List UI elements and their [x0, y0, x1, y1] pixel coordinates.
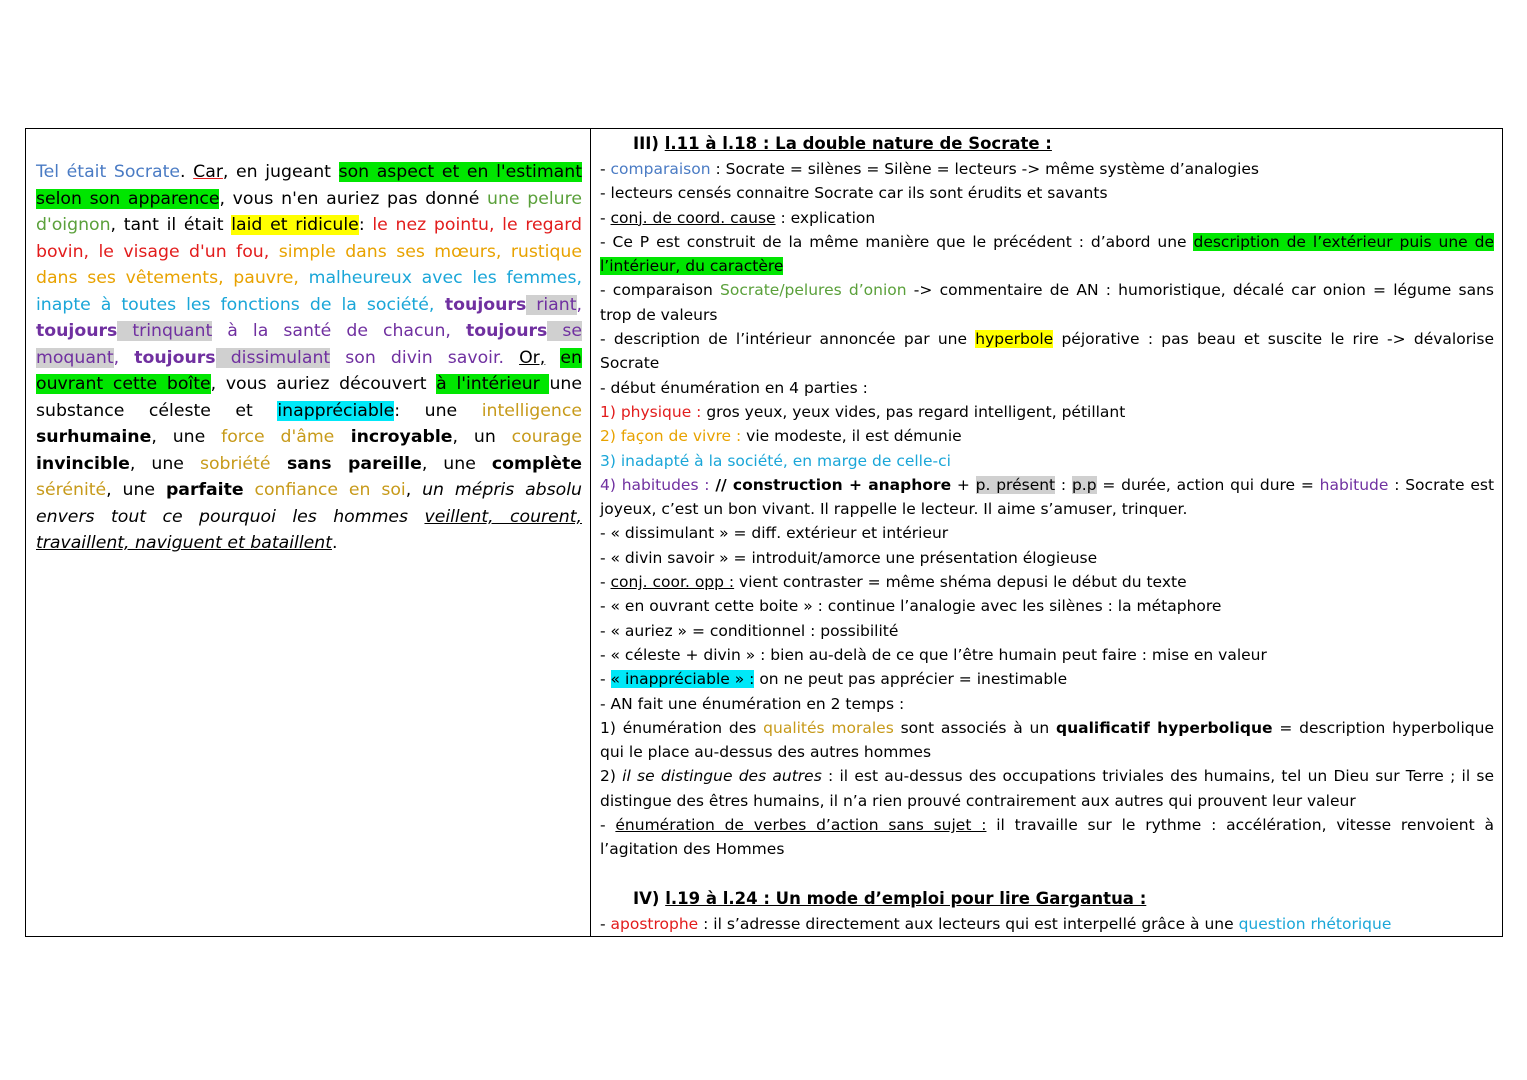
text-segment: toujours — [36, 321, 118, 341]
note-text: -> commentaire de AN : humoristique, décalé car onion = légume sans trop de valeurs — [600, 281, 1495, 324]
note-text: - description de l’intérieur annoncée par une — [600, 330, 976, 349]
note-text: : Socrate est joyeux, c’est un bon vivant. Il rappelle le lecteur. Il aime s’amuser, trinquer. — [600, 475, 1495, 519]
note-line — [600, 570, 1494, 594]
text-segment: : une — [394, 400, 482, 421]
text-segment: sobriété — [199, 453, 271, 474]
note-line — [600, 667, 1494, 691]
text-segment: sans pareille — [270, 453, 422, 474]
highlight-segment: à l'intérieur — [436, 374, 550, 394]
note-text: il se distingue des autres — [622, 767, 822, 786]
note-text: gros yeux, yeux vides, pas regard intelligent, pétillant — [706, 402, 1126, 421]
text-segment: invincible — [36, 453, 130, 474]
text-segment: une pelure d'oignon — [36, 188, 582, 235]
note-line — [600, 424, 1494, 448]
note-text: énumération de verbes d’action sans sujet : — [615, 816, 987, 835]
note-text: - — [600, 208, 611, 227]
highlight-segment: en ouvrant cette boîte — [36, 347, 582, 394]
note-line — [600, 619, 1494, 643]
note-text: comparaison — [610, 160, 711, 178]
text-segment: son divin savoir. — [330, 347, 520, 368]
source-text-column — [26, 129, 591, 936]
note-text: - « auriez » = conditionnel : possibilité — [600, 621, 899, 640]
note-text: vient contraster = même shéma depusi le début du texte — [734, 573, 1187, 592]
note-text: apostrophe — [610, 914, 699, 933]
note-line — [600, 473, 1494, 522]
note-text: vie modeste, il est démunie — [746, 427, 962, 446]
text-segment: , un — [452, 427, 512, 447]
note-text: : Socrate = silènes = Silène = lecteurs -> même système d’analogies — [710, 160, 1259, 178]
note-text: - — [600, 160, 611, 178]
text-segment: . — [331, 533, 338, 553]
highlight-segment: hyperbole — [975, 330, 1054, 349]
text-segment: , une — [129, 453, 200, 474]
note-text: conj. coor. opp : — [610, 573, 735, 592]
text-segment: toujours — [134, 347, 216, 368]
text-segment: : — [358, 215, 373, 235]
note-text: : — [1055, 475, 1072, 494]
note-line — [600, 206, 1494, 230]
note-text: = description hyperbolique qui le place au-dessus des autres hommes — [600, 718, 1494, 762]
text-segment: , — [576, 294, 582, 315]
text-segment: le nez pointu, le regard bovin, le visage d'un fou, — [36, 215, 583, 262]
note-text: - « en ouvrant cette boite » : continue l’analogie avec les silènes : la métaphore — [600, 597, 1222, 616]
note-line — [600, 521, 1494, 545]
analysis-column — [591, 129, 1502, 936]
highlight-segment: trinquant — [117, 321, 213, 341]
text-segment: toujours — [434, 294, 527, 315]
note-text: + — [951, 475, 976, 494]
note-text: qualificatif hyperbolique — [1056, 718, 1273, 737]
text-segment: , en jugeant — [222, 162, 339, 182]
note-line — [600, 376, 1494, 400]
note-line — [600, 594, 1494, 618]
text-segment: un mépris absolu envers tout ce pourquoi les hommes — [36, 480, 582, 527]
section-heading-iii — [600, 131, 1494, 157]
note-text: : explication — [775, 208, 876, 227]
text-segment: parfaite — [165, 480, 244, 500]
note-text: 1) énumération des — [600, 718, 764, 737]
text-segment: surhumaine — [36, 427, 152, 447]
note-line — [600, 764, 1494, 813]
text-segment: Car — [193, 162, 223, 182]
note-text: - lecteurs censés connaitre Socrate car ils sont érudits et savants — [600, 184, 1108, 203]
text-segment: une substance céleste et — [36, 374, 582, 421]
note-line — [600, 716, 1494, 765]
text-segment: , une — [151, 427, 222, 447]
highlight-segment: riant — [526, 294, 577, 315]
text-segment: toujours — [465, 321, 548, 341]
text-segment: confiance en soi — [243, 480, 406, 500]
analysis-table — [25, 128, 1503, 937]
note-line — [600, 230, 1494, 279]
note-text: - « dissimulant » = diff. extérieur et intérieur — [600, 524, 949, 543]
highlight-segment: se moquant — [36, 321, 582, 368]
text-segment: , vous auriez découvert — [210, 374, 437, 394]
note-line — [600, 400, 1494, 424]
note-text: qualités morales — [763, 718, 894, 737]
note-text: Socrate/pelures d’onion — [720, 281, 907, 300]
highlight-segment: p.p — [1071, 475, 1097, 494]
text-segment: Or, — [519, 347, 546, 368]
note-text: il travaille sur le rythme : accélération, vitesse renvoient à l’agitation des Hommes — [600, 816, 1494, 859]
highlight-segment: « inappréciable » : — [610, 670, 755, 689]
text-segment: incroyable — [334, 427, 453, 447]
note-text: - — [600, 816, 616, 835]
note-text: - — [600, 914, 611, 933]
text-segment — [545, 348, 560, 368]
note-text: : il est au-dessus des occupations triviales des humains, tel un Dieu sur Terre ; il se distingue des êtres humains, il n’a rien prouvé contrairement aux autres qui prouvent leur valeur — [600, 767, 1494, 810]
note-text: = durée, action qui dure = — [1096, 475, 1320, 494]
note-text: - « céleste + divin » : bien au-delà de ce que l’être humain peut faire : mise en valeur — [600, 645, 1267, 664]
text-segment: , vous n'en auriez pas donné — [219, 188, 488, 209]
note-line — [600, 278, 1494, 327]
text-segment: force d'âme — [221, 427, 335, 447]
note-line — [600, 327, 1494, 376]
highlight-segment: p. présent — [975, 475, 1056, 494]
highlight-segment: laid et ridicule — [231, 215, 359, 235]
text-segment: . — [180, 162, 194, 182]
text-segment: , une — [106, 480, 166, 500]
note-text: 2) façon de vivre : — [600, 427, 747, 446]
text-segment: Tel était Socrate — [36, 162, 181, 182]
text-segment: , — [405, 480, 423, 500]
text-segment: , — [113, 347, 135, 368]
note-text: - AN fait une énumération en 2 temps : — [600, 694, 905, 713]
note-text: 1) physique : — [600, 402, 707, 421]
note-text: - Ce P est construit de la même manière que le précédent : d’abord une — [600, 232, 1194, 251]
note-text: - comparaison — [600, 281, 720, 300]
note-line — [600, 692, 1494, 716]
note-text: - début énumération en 4 parties : — [600, 378, 868, 397]
note-line — [600, 643, 1494, 667]
text-segment: , tant il était — [110, 215, 232, 235]
text-segment: intelligence — [481, 400, 582, 421]
text-segment: simple dans ses mœurs, rustique dans ses vêtements, pauvre, — [36, 241, 583, 288]
note-text: conj. de coord. cause — [610, 208, 776, 227]
heading-prefix: III) — [633, 134, 665, 153]
text-segment: à la santé de chacun, — [212, 321, 466, 341]
heading-prefix: IV) — [633, 888, 666, 908]
note-text: - — [600, 670, 611, 689]
note-text: sont associés à un — [893, 718, 1057, 737]
heading-text: l.19 à l.24 : Un mode d’emploi pour lire Gargantua : — [665, 888, 1147, 908]
note-text: : il s’adresse directement aux lecteurs qui est interpellé grâce à une — [698, 914, 1239, 933]
note-text: on ne peut pas apprécier = inestimable — [754, 670, 1068, 689]
note-text: - « divin savoir » = introduit/amorce une présentation élogieuse — [600, 548, 1098, 567]
note-text: 2) — [600, 767, 623, 786]
note-line — [600, 181, 1494, 205]
note-line — [600, 546, 1494, 570]
note-text: habitude — [1319, 475, 1389, 494]
text-segment: malheureux avec les femmes, inapte à toutes les fonctions de la société, — [36, 268, 582, 315]
note-line — [600, 912, 1494, 936]
text-segment: complète — [491, 453, 582, 474]
text-segment: veillent, courent, travaillent, naviguent et bataillent — [36, 506, 582, 553]
highlight-segment: description de l’extérieur puis une de l’intérieur, du caractère — [600, 232, 1494, 276]
heading-text: l.11 à l.18 : La double nature de Socrate : — [664, 134, 1052, 153]
highlight-segment: son aspect et en l'estimant selon son apparence — [36, 162, 582, 209]
note-text: // construction + anaphore — [715, 475, 952, 494]
note-line — [600, 813, 1494, 862]
text-segment: sérénité — [36, 480, 107, 500]
note-line — [600, 449, 1494, 473]
note-text: - — [600, 573, 611, 592]
text-segment: , une — [421, 453, 492, 474]
note-text: 4) habitudes : — [600, 475, 716, 494]
note-line — [600, 157, 1494, 181]
section-heading-iv — [600, 886, 1494, 912]
note-text: 3) inadapté à la société, en marge de celle-ci — [600, 451, 951, 470]
note-text: péjorative : pas beau et suscite le rire -> dévalorise Socrate — [600, 330, 1495, 373]
highlight-segment: dissimulant — [215, 347, 331, 368]
spacer — [600, 862, 1494, 886]
highlight-segment: inappréciable — [277, 400, 395, 421]
note-text: question rhétorique — [1238, 914, 1392, 933]
text-segment: courage — [511, 427, 582, 447]
